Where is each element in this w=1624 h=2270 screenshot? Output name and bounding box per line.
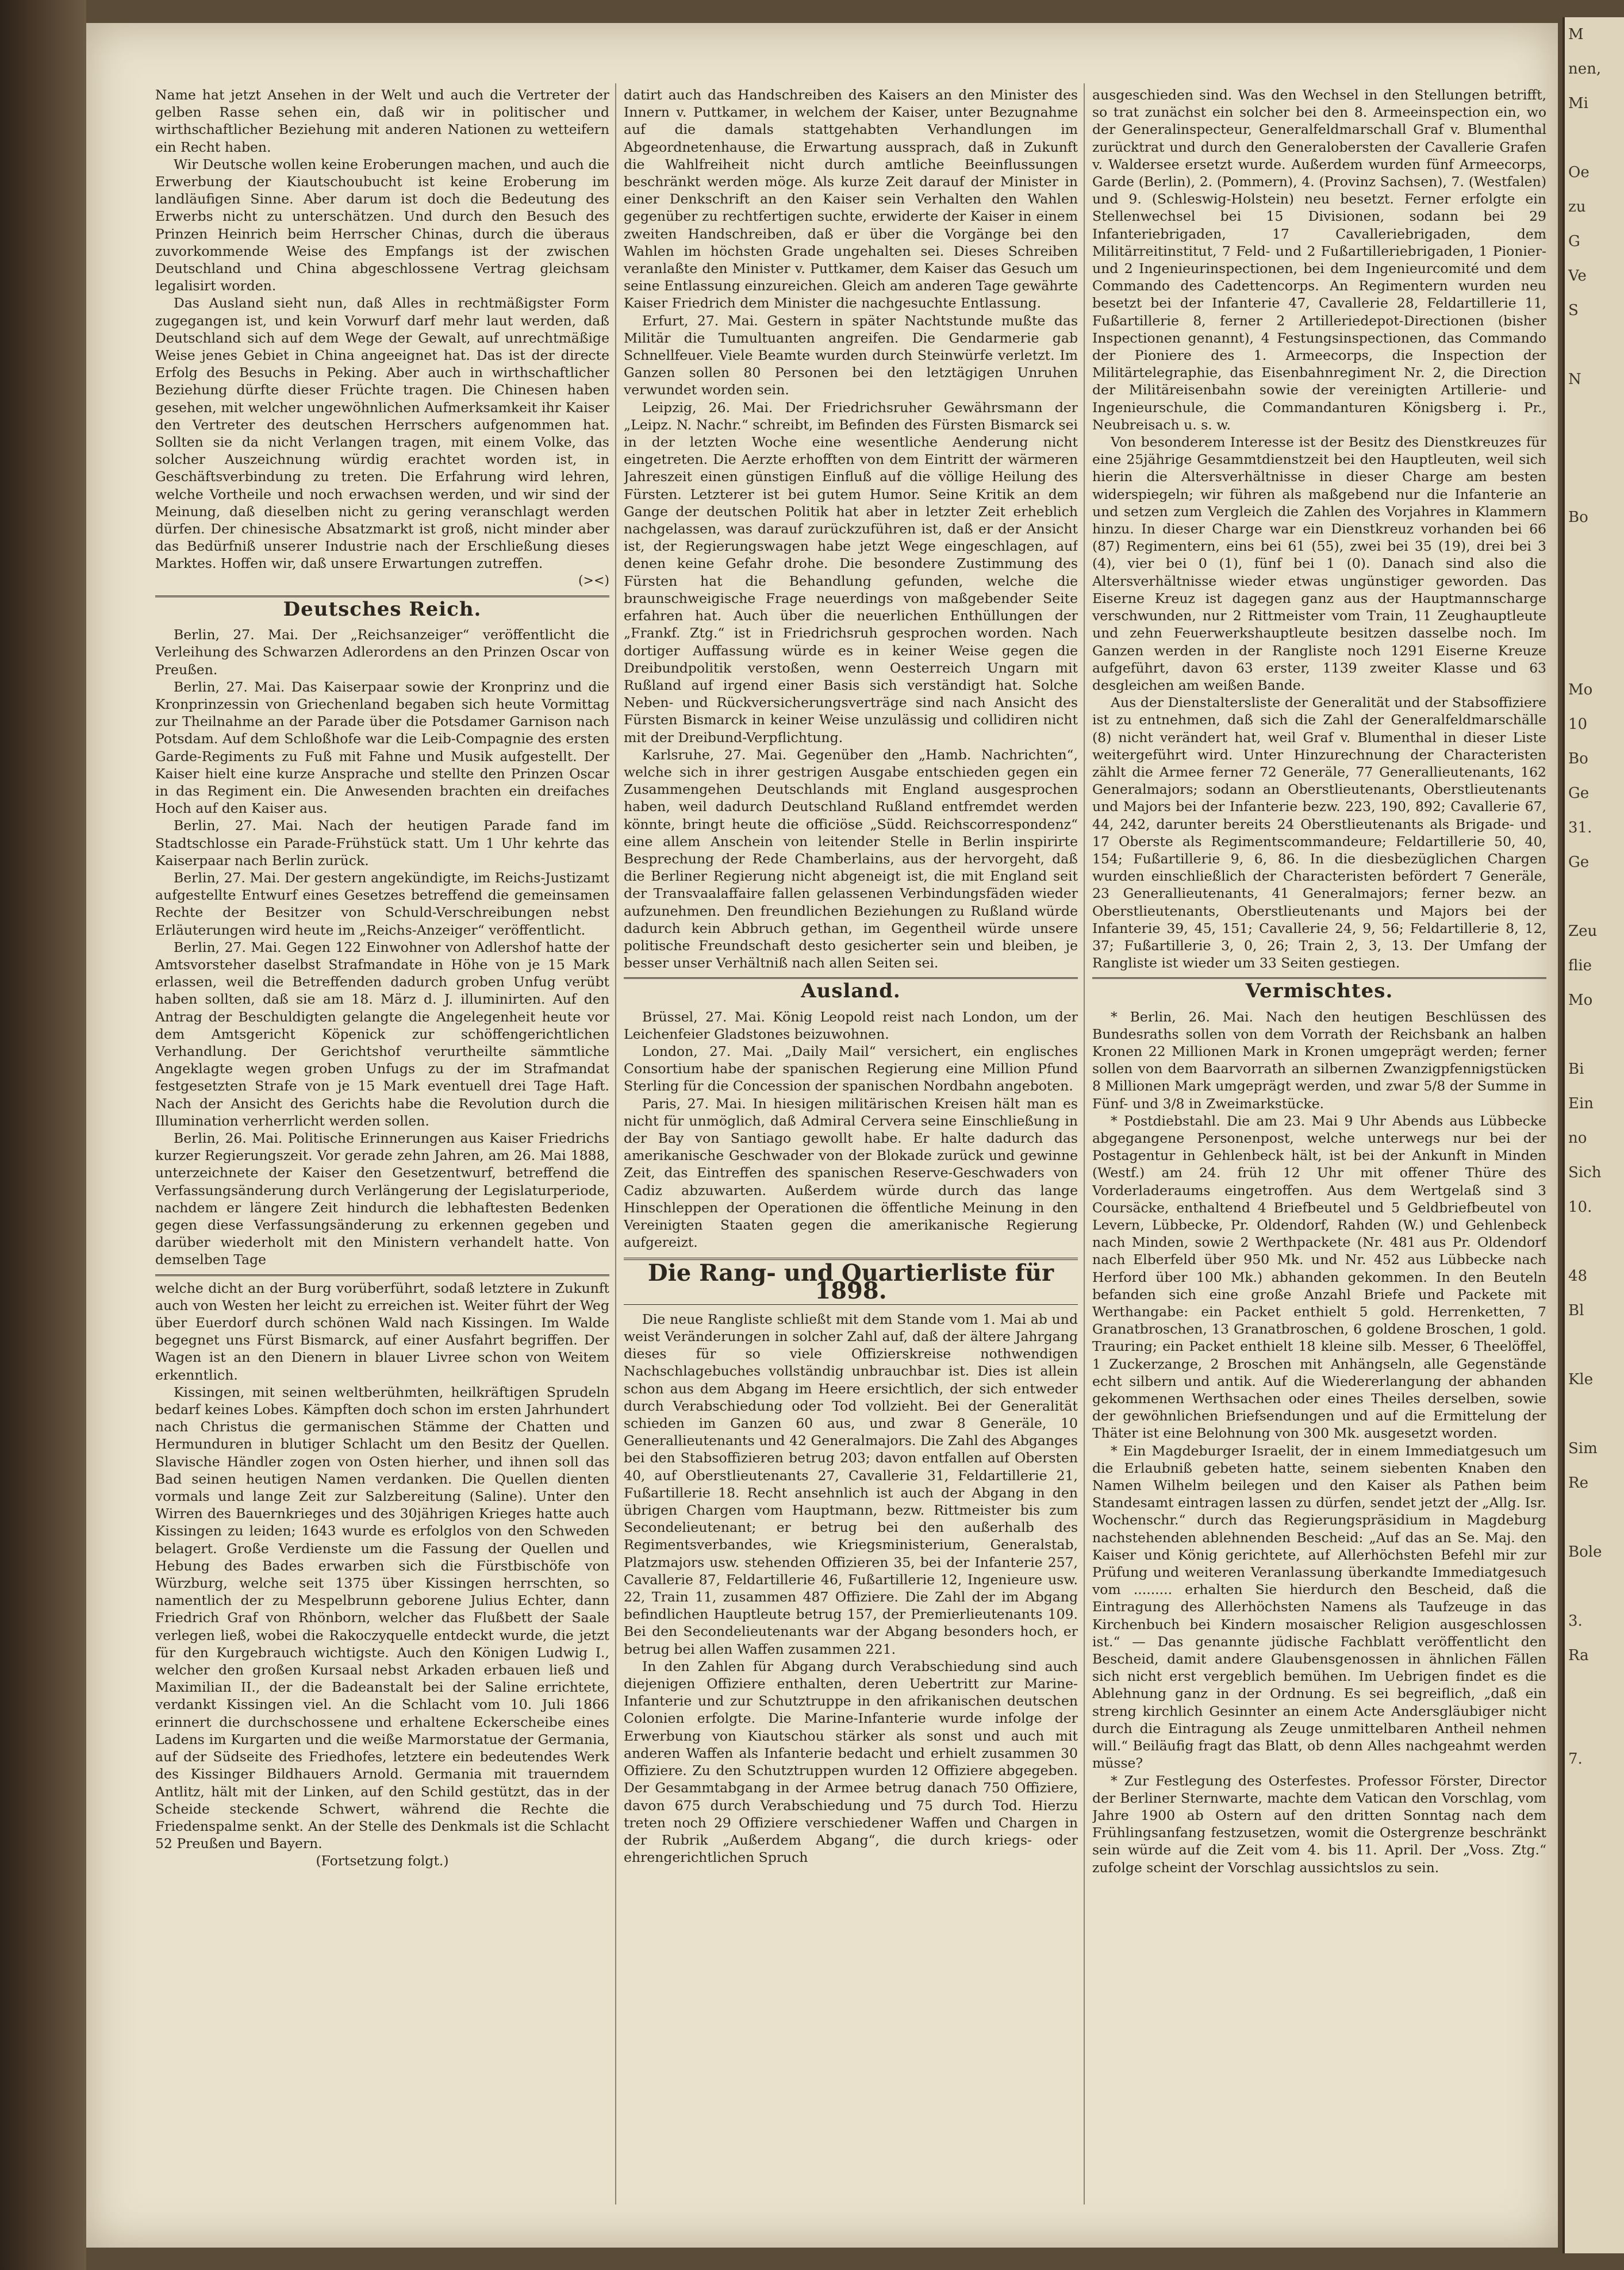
adjacent-page-fragment: Bi bbox=[1568, 1061, 1584, 1078]
adjacent-page-fragment: Ge bbox=[1568, 854, 1590, 871]
adjacent-page-fragment bbox=[1565, 1811, 1624, 1845]
article-title-rangliste: Die Rang- und Quartierliste für 1898. bbox=[624, 1258, 1078, 1304]
paragraph: In den Zahlen für Abgang durch Verabschiedung sind auch diejenigen Offiziere enthalten, deren Uebertritt zur Marine-Infanterie und zur Schutztruppe in den afrikanischen deutschen Colonien erfolgte. Die Marine-Infanterie wurde infolge der Erwerbung von Kiautschou stärker als sonst und auch mit anderen Waffen als Infanterie bedacht und erhielt zusammen 30 Offiziere. Zu den Schutztruppen wurden 12 Offiziere abgegeben. Der Gesammtabgang in der Armee betrug danach 750 Offiziere, davon 675 durch Verabschiedung und 75 durch Tod. Hierzu treten noch 29 Offiziere verschiedener Waffen und Chargen in der Rubrik „Außerdem Abgang“, die durch kriegs- oder ehrengerichtlichen Spruch bbox=[624, 1658, 1078, 1866]
adjacent-page-edge bbox=[1562, 17, 1624, 2253]
adjacent-page-fragment: 10 bbox=[1568, 716, 1588, 733]
adjacent-page-fragment bbox=[1565, 1880, 1624, 1914]
adjacent-page-fragment: Mo bbox=[1568, 681, 1593, 698]
adjacent-page-fragment: M bbox=[1568, 26, 1584, 43]
news-item: Karlsruhe, 27. Mai. Gegenüber den „Hamb. Nachrichten“, welche sich in ihrer gestrigen Ausgabe entschieden gegen ein Zusammengehen Deutschlands mit England ausgesprochen haben, weil dadurch Deutschland Rußland entfremdet werden könnte, bringt heute die officiöse „Südd. Reichscorrespondenz“ eine allem Anschein von leitender Stelle in Berlin inspirirte Besprechung der Rede Chamberlains, aus der hervorgeht, daß die Berliner Regierung nicht abgeneigt ist, die mit England seit der Transvaalaffaire fallen gelassenen Verbindungsfäden wieder aufzunehmen. Den freundlichen Beziehungen zu Rußland würde dadurch kein Abbruch gethan, im Gegentheil würde unsere politische Freundschaft desto gesicherter sein und bleiben, je besser unser Verhältniß nach allen Seiten sei. bbox=[624, 746, 1078, 971]
news-item: Berlin, 27. Mai. Gegen 122 Einwohner von Adlershof hatte der Amtsvorsteher daselbst Strafmandate in Höhe von je 15 Mark erlassen, weil die Betreffenden dadurch groben Unfug verübt haben sollten, daß sie am 18. März d. J. illuminirten. Auf den Antrag der Beschuldigten gelangte die Angelegenheit heute vor dem Amtsgericht Köpenick zur schöffengerichtlichen Verhandlung. Der Gerichtshof verurtheilte sämmtliche Angeklagte wegen groben Unfugs zu der im Strafmandat festgesetzten Strafe von je 15 Mark eventuell drei Tage Haft. Nach der Ansicht des Gerichts habe die Revolution durch die Illumination verherrlicht werden sollen. bbox=[155, 939, 609, 1129]
adjacent-page-fragment: Sim bbox=[1568, 1440, 1598, 1457]
continuation-note: (Fortsetzung folgt.) bbox=[316, 1853, 449, 1869]
section-heading-ausland: Ausland. bbox=[624, 977, 1078, 1003]
adjacent-page-fragment bbox=[1565, 328, 1624, 362]
adjacent-page-fragment: N bbox=[1568, 371, 1581, 388]
adjacent-page-fragment: Kle bbox=[1568, 1371, 1594, 1388]
column-rule bbox=[615, 83, 616, 2204]
adjacent-page-fragment: 10. bbox=[1568, 1199, 1592, 1216]
adjacent-page-fragment: Bl bbox=[1568, 1302, 1584, 1319]
adjacent-page-fragment: 3. bbox=[1568, 1612, 1583, 1630]
paragraph: Das Ausland sieht nun, daß Alles in rechtmäßigster Form zugegangen ist, und kein Vorwurf darf mehr laut werden, daß Deutschland sich auf dem Wege der Gewalt, auf unrechtmäßige Weise jenes Gebiet in China angeeignet hat. Das ist der directe Erfolg des Besuchs in Peking. Aber auch in wirthschaftlicher Beziehung dürfte dieser Früchte tragen. Die Chinesen haben gesehen, mit welcher ungewöhnlichen Aufmerksamkeit ihr Kaiser den Vertreter des deutschen Herrschers aufgenommen hat. Sollten sie da nicht Verlangen tragen, mit einem Volke, das solcher Auszeichnung würdig erachtet worden ist, in Geschäftsverbindung zu treten. Die Erfahrung wird lehren, welche Vortheile und noch erwachsen werden, und wir sind der Meinung, daß dieselben nicht zu gering veranschlagt werden dürfen. Der chinesische Absatzmarkt ist groß, nicht minder aber das Bedürfniß unserer Industrie nach der Erschließung dieses Marktes. Hoffen wir, daß unsere Erwartungen zutreffen. bbox=[155, 295, 609, 572]
column-2 bbox=[624, 86, 1078, 2202]
adjacent-page-fragment: 48 bbox=[1568, 1267, 1588, 1285]
adjacent-page-fragment bbox=[1565, 638, 1624, 673]
book-spine bbox=[0, 0, 86, 2270]
paragraph: Aus der Dienstaltersliste der Generalität und der Stabsoffiziere ist zu entnehmen, daß sich die Zahl der Generalfeldmarschälle (8) nicht verändert hat, weil Graf v. Blumenthal in dieser Liste weitergeführt wird. Unter Hinzurechnung der Characteristen zählt die Armee ferner 72 Generäle, 77 Generallieutenants, 162 Generalmajors; sodann an Oberstlieutenants, Oberstlieutenants und Majors bei der Infanterie bezw. 223, 190, 892; Cavallerie 67, 44, 242, darunter bereits 24 Oberstlieutenants als Brigade- und 17 Oberste als Regimentscommandeure; Feldartillerie 50, 40, 154; Fußartillerie 9, 6, 86. In die diesbezüglichen Chargen wurden einschließlich der Characteristen befördert 7 Generäle, 23 Generallieutenants, 41 Generalmajors; ferner bezw. an Oberstlieutenants, Oberstlieutenants und Majors bei der Infanterie 39, 45, 151; Cavallerie 24, 9, 56; Feldartillerie 8, 12, 37; Fußartillerie 3, 0, 26; Train 2, 3, 13. Der Umfang der Rangliste ist wieder um 33 Seiten gestiegen. bbox=[1092, 694, 1546, 971]
adjacent-page-fragment: S bbox=[1568, 302, 1579, 319]
adjacent-page-fragment: Zeu bbox=[1568, 923, 1598, 940]
adjacent-page-fragment: Mi bbox=[1568, 95, 1588, 112]
news-item: Erfurt, 27. Mai. Gestern in später Nachtstunde mußte das Militär die Tumultuanten angreifen. Die Gendarmerie gab Schnellfeuer. Viele Beamte wurden durch Steinwürfe verletzt. Im Ganzen sollen 80 Personen bei den letztägigen Unruhen verwundet worden sein. bbox=[624, 312, 1078, 398]
adjacent-page-fragment bbox=[1565, 1224, 1624, 1259]
adjacent-page-fragment: flie bbox=[1568, 957, 1592, 974]
news-item: * Zur Festlegung des Osterfestes. Professor Förster, Director der Berliner Sternwarte, machte dem Vatican den Vorschlag, vom Jahre 1900 ab Ostern auf den dritten Sonntag nach dem Frühlingsanfang festzusetzen, womit die Ostergrenze beschränkt sein würde auf die Zeit vom 4. bis 11. April. Der „Voss. Ztg.“ zufolge scheint der Vorschlag aussichtslos zu sein. bbox=[1092, 1772, 1546, 1876]
adjacent-page-fragment: Ve bbox=[1568, 267, 1587, 285]
adjacent-page-fragment: Ra bbox=[1568, 1647, 1589, 1664]
newspaper-page bbox=[86, 23, 1558, 2248]
adjacent-page-fragment: Bole bbox=[1568, 1543, 1602, 1561]
adjacent-page-fragment bbox=[1565, 397, 1624, 431]
adjacent-page-fragment bbox=[1565, 1845, 1624, 1880]
feuilleton-divider bbox=[155, 1274, 609, 1276]
news-item: Berlin, 27. Mai. Das Kaiserpaar sowie der Kronprinz und die Kronprinzessin von Griechenland begaben sich heute Vormittag zur Theilnahme an der Parade über die Potsdamer Garnison nach Potsdam. Auf dem Schloßhofe war die Leib-Compagnie des ersten Garde-Regiments zu Fuß mit Fahne und Musik aufgestellt. Der Kaiser hielt eine kurze Ansprache und stellte den Prinzen Oscar in das Regiment ein. Die Anwesenden brachten ein dreifaches Hoch auf den Kaiser aus. bbox=[155, 678, 609, 817]
adjacent-page-fragment: 7. bbox=[1568, 1750, 1583, 1768]
news-item: Brüssel, 27. Mai. König Leopold reist nach London, um der Leichenfeier Gladstones beizuwohnen. bbox=[624, 1008, 1078, 1042]
adjacent-page-fragment bbox=[1565, 1328, 1624, 1362]
news-item: Berlin, 27. Mai. Nach der heutigen Parade fand im Stadtschlosse ein Parade-Frühstück statt. Um 1 Uhr kehrte das Kaiserpaar nach Berlin zurück. bbox=[155, 817, 609, 869]
adjacent-page-fragment: Ein bbox=[1568, 1095, 1594, 1112]
adjacent-page-fragment: zu bbox=[1568, 198, 1586, 216]
news-item: Berlin, 27. Mai. Der gestern angekündigte, im Reichs-Justizamt aufgestellte Entwurf eines Gesetzes betreffend die gemeinsamen Rechte der Besitzer von Schuld-Verschreibungen nebst Erläuterungen wird heute im „Reichs-Anzeiger“ veröffentlicht. bbox=[155, 869, 609, 938]
adjacent-page-fragment bbox=[1565, 604, 1624, 638]
adjacent-page-fragment bbox=[1565, 1569, 1624, 1604]
paragraph: datirt auch das Handschreiben des Kaisers an den Minister des Innern v. Puttkamer, in welchem der Kaiser, unter Bezugnahme auf die damals stattgehabten Verhandlungen im Abgeordnetenhause, die Erwartung aussprach, daß in Zukunft die Wahlfreiheit nicht durch amtliche Beeinflussungen beschränkt werden möge. Als kurze Zeit darauf der Minister in einer Denkschrift an den Kaiser sein Verhalten den Wahlen gegenüber zu rechtfertigen suchte, erwiderte der Kaiser in einem zweiten Handschreiben, daß er über die Vorgänge bei den Wahlen im höchsten Grade ungehalten sei. Dieses Schreiben veranlaßte den Minister v. Puttkamer, dem Kaiser das Gesuch um seine Entlassung einzureichen. Gleich am anderen Tage gewährte Kaiser Friedrich dem Minister die nachgesuchte Entlassung. bbox=[624, 87, 1078, 312]
column-rule bbox=[1084, 83, 1085, 2204]
section-heading-vermischtes: Vermischtes. bbox=[1092, 977, 1546, 1003]
adjacent-page-fragment bbox=[1565, 1707, 1624, 1742]
adjacent-page-fragment: 31. bbox=[1568, 819, 1592, 836]
adjacent-page-fragment: Bo bbox=[1568, 509, 1588, 526]
adjacent-page-fragment: no bbox=[1568, 1130, 1587, 1147]
adjacent-page-fragment bbox=[1565, 569, 1624, 604]
adjacent-page-fragment: Oe bbox=[1568, 164, 1590, 181]
adjacent-page-fragment bbox=[1565, 1673, 1624, 1707]
adjacent-page-fragment: Mo bbox=[1568, 992, 1593, 1009]
adjacent-page-fragment: Ge bbox=[1568, 785, 1590, 802]
adjacent-page-fragment: Sich bbox=[1568, 1164, 1602, 1181]
paragraph: Name hat jetzt Ansehen in der Welt und auch die Vertreter der gelben Rasse sehen ein, daß wir in politischer und wirthschaftlicher Beziehung mit anderen Nationen zu wetteifern ein Recht haben. bbox=[155, 87, 609, 155]
adjacent-page-fragment bbox=[1565, 535, 1624, 569]
paragraph: Wir Deutsche wollen keine Eroberungen machen, und auch die Erwerbung der Kiautschoubucht ist keine Eroberung im landläufigen Sinne. Aber darum ist doch die Bedeutung des Erwerbs nicht zu unterschätzen. Und durch den Besuch des Prinzen Heinrich beim Herrscher Chinas, durch die überaus zuvorkommende Weise des Empfangs ist der zwischen Deutschland und China abgeschlossene Vertrag gleichsam legalisirt worden. bbox=[155, 156, 609, 294]
paragraph: ausgeschieden sind. Was den Wechsel in den Stellungen betrifft, so trat zunächst ein solcher bei den 8. Armeeinspection ein, wo der Generalinspecteur, Generalfeldmarschall Graf v. Blumenthal zurücktrat und durch den Generalobersten der Cavallerie Grafen v. Waldersee ersetzt wurde. Außerdem wurden fünf Armeecorps, Garde (Berlin), 2. (Pommern), 4. (Provinz Sachsen), 7. (Westfalen) und 9. (Schleswig-Holstein) neu besetzt. Ferner erfolgte ein Stellenwechsel bei 15 Divisionen, sodann bei 29 Infanteriebrigaden, 17 Cavalleriebrigaden, dem Militärreitinstitut, 7 Feld- und 2 Fußartilleriebrigaden, 1 Pionier- und 2 Ingenieurinspectionen, bei dem Ingenieurcomité und dem Commando des Cadettencorps. An Regimentern wurden neu besetzt bei der Infanterie 47, Cavallerie 28, Feldartillerie 11, Fußartillerie 8, ferner 2 Artilleriedepot-Directionen (bisher Inspectionen genannt), 4 Festungsinspectionen, das Commando der Pioniere des 1. Armeecorps, die Inspection der Militärtelegraphie, das Eisenbahnregiment Nr. 2, die Direction der Militäreisenbahn sowie der vereinigten Artillerie- und Ingenieurschule, die Commandanturen Königsberg i. Pr., Neubreisach u. s. w. bbox=[1092, 87, 1546, 433]
adjacent-page-fragment: Bo bbox=[1568, 750, 1588, 767]
feuilleton-paragraph: welche dicht an der Burg vorüberführt, sodaß letztere in Zukunft auch von Westen her leicht zu erreichen ist. Weiter führt der Weg über Euerdorf durch schönen Wald nach Kissingen. Im Walde begegnet uns Fürst Bismarck, auf einer Ausfahrt begriffen. Der Wagen ist an den Dienern in blauer Livree schon von Weitem erkenntlich. bbox=[155, 1280, 609, 1383]
news-item: * Ein Magdeburger Israelit, der in einem Immediatgesuch um die Erlaubniß gebeten hatte, seinem siebenten Knaben den Namen Wilhelm beilegen und den Kaiser als Pathen beim Standesamt eintragen lassen zu dürfen, sendet jetzt der „Allg. Isr. Wochenschr.“ durch das Regierungspräsidium in Magdeburg nachstehenden ablehnenden Bescheid: „Auf das an Se. Maj. den Kaiser und König gerichtete, auf Allerhöchsten Befehl mir zur Prüfung und weiteren Veranlassung überkandte Immediatgesuch vom ......... erhalten Sie hierdurch den Bescheid, daß die Eintragung des Allerhöchsten Namens als Taufzeuge in das Kirchenbuch bei Kindern mosaischer Religion ausgeschlossen ist.“ — Das genannte jüdische Fachblatt veröffentlicht den Bescheid, damit andere Glaubensgenossen in ähnlichen Fällen sich nicht erst vergeblich bemühen. Im Uebrigen findet es die Ablehnung ganz in der Ordnung. Es sei begreiflich, „daß ein streng kirchlich Gesinnter an einem Acte Andersgläubiger nicht durch die Eintragung als Zeuge unmittelbaren Antheil nehmen will.“ Beiläufig fragt das Blatt, ob denn Alles nachgeahmt werden müsse? bbox=[1092, 1442, 1546, 1772]
paragraph: Von besonderem Interesse ist der Besitz des Dienstkreuzes für eine 25jährige Gesammtdienstzeit bei den Hauptleuten, weil sich hierin die Altersverhältnisse in dieser Charge am besten widerspiegeln; wir führen als maßgebend nur die Infanterie an und setzen zum Vergleich die Zahlen des Vorjahres in Klammern hinzu. In dieser Charge war ein Dienstkreuz vorhanden bei 66 (87) Regimentern, eins bei 61 (55), zwei bei 35 (19), drei bei 3 (4), vier bei 0 (1), fünf bei 1 (0). Danach sind also die Altersverhältnisse wieder etwas ungünstiger geworden. Das Eiserne Kreuz ist dagegen ganz aus der Hauptmannscharge verschwunden, nur 2 Rittmeister vom Train, 11 Zeughauptleute und zehn Feuerwerkshauptleute besitzen dasselbe noch. Im Ganzen werden in der Rangliste noch 1291 Eiserne Kreuze aufgeführt, davon 63 erster, 1139 zweiter Klasse und 63 desgleichen am weißen Bande. bbox=[1092, 434, 1546, 693]
adjacent-page-fragment bbox=[1565, 879, 1624, 914]
adjacent-page-fragment: Re bbox=[1568, 1474, 1588, 1492]
news-item: Leipzig, 26. Mai. Der Friedrichsruher Gewährsmann der „Leipz. N. Nachr.“ schreibt, im Befinden des Fürsten Bismarck sei in der letzten Woche eine wesentliche Aenderung nicht eingetreten. Die Aerzte erhofften von dem Eintritt der wärmeren Jahreszeit einen günstigen Einfluß auf die völlige Heilung des Fürsten. Letzterer ist bei gutem Humor. Seine Kritik an dem Gange der deutschen Politik hat aber in letzter Zeit erheblich nachgelassen, was darauf zurückzuführen ist, daß er der Ansicht ist, der Regierungswagen habe jetzt Wege eingeschlagen, auf denen keine Gefahr drohe. Die besondere Zustimmung des Fürsten hat die Behandlung gefunden, welche die braunschweigische Frage neuerdings von maßgebender Seite erfahren hat. Auch über die neuerlichen Enthüllungen der „Frankf. Ztg.“ ist in Friedrichsruh gesprochen worden. Nach dortiger Auffassung würde es in keiner Weise gegen die Dreibundpolitik verstoßen, wenn Oesterreich Ungarn mit Rußland auf irgend einer Basis sich verständigt hat. Solche Neben- und Rückversicherungsverträge sind nach Ansicht des Fürsten Bismarck in keiner Weise unzulässig und collidiren nicht mit der Dreibund-Verpflichtung. bbox=[624, 399, 1078, 746]
adjacent-page-fragment bbox=[1565, 466, 1624, 500]
column-3 bbox=[1092, 86, 1546, 2202]
adjacent-page-fragment bbox=[1565, 1776, 1624, 1811]
adjacent-page-fragment bbox=[1565, 1500, 1624, 1535]
adjacent-page-fragment bbox=[1565, 121, 1624, 155]
adjacent-page-fragment bbox=[1565, 431, 1624, 466]
column-1 bbox=[155, 86, 609, 2202]
adjacent-page-fragment: G bbox=[1568, 233, 1580, 250]
news-item: Paris, 27. Mai. In hiesigen militärischen Kreisen hält man es nicht für unmöglich, daß Admiral Cervera seine Einschließung in der Bay von Santiago gewollt habe. Er halte dadurch das amerikanische Geschwader von der Blokade zurück und gewinne Zeit, das Eintreffen des spanischen Reserve-Geschwaders von Cadiz abzuwarten. Außerdem würde durch das lange Hinschleppen der Operationen die öffentliche Meinung in den Vereinigten Staaten gegen die amerikanische Regierung aufgereizt. bbox=[624, 1095, 1078, 1251]
end-mark: (><) bbox=[578, 573, 609, 588]
adjacent-page-fragment bbox=[1565, 1017, 1624, 1052]
feuilleton-paragraph: Kissingen, mit seinen weltberühmten, heilkräftigen Sprudeln bedarf keines Lobes. Kämpften doch schon im ersten Jahrhundert nach Christus die germanischen Stämme der Chatten und Hermunduren in blutiger Schlacht um den Besitz der Quellen. Slavische Händler zogen von Osten hierher, und ihnen soll das Bad seinen heutigen Namen verdanken. Die Quellen dienten vormals und lange Zeit zur Salzbereitung (Saline). Unter den Wirren des Bauernkrieges und des 30jährigen Krieges hatte auch Kissingen zu leiden; 1643 wurde es erfolglos von den Schweden belagert. Große Verdienste um die Fassung der Quellen und Hebung des Bades erwarben sich die Fürstbischöfe von Würzburg, welche seit 1375 über Kissingen herrschten, so namentlich der zu Mespelbrunn geborene Julius Echter, dann Friedrich Graf von Rhönborn, welcher das Flußbett der Saale verlegen ließ, wobei die Rakoczyquelle entdeckt wurde, die jetzt für den Kurgebrauch wichtigste. Auch den Königen Ludwig I., welcher den großen Kursaal nebst Arkaden erbauen ließ und Maximilian II., der die Badeanstalt bei der Saline errichtete, verdankt Kissingen viel. An die Schlacht vom 10. Juli 1866 erinnert die durchschossene und erhaltene Eckerscheibe eines Ladens im Kurgarten und die weiße Marmorstatue der Germania, auf der Südseite des Friedhofes, letztere ein bedeutendes Werk des Kissinger Bildhauers Arnold. Germania mit trauerndem Antlitz, hält mit der Linken, auf den Schild gestützt, das in der Scheide steckende Schwert, während die Rechte die Friedenspalme senkt. An der Stelle des Denkmals ist die Schlacht 52 Preußen und Bayern. bbox=[155, 1384, 609, 1852]
news-item: * Postdiebstahl. Die am 23. Mai 9 Uhr Abends aus Lübbecke abgegangene Personenpost, welche unterwegs nur bei der Postagentur in Gehlenbeck hält, ist bei der Ankunft in Minden (Westf.) am 24. früh 12 Uhr mit offener Thüre des Vorderladeraums eingetroffen. Aus dem Wertgelaß sind 3 Coursäcke, enthaltend 4 Briefbeutel und 5 Geldbriefbeutel von Levern, Lübbecke, Pr. Oldendorf, Rahden (W.) und Gehlenbeck nach Minden, sowie 2 Werthpackete (Nr. 481 aus Pr. Oldendorf nach Elberfeld über 950 Mk. und Nr. 452 aus Lübbecke nach Herford über 100 Mk.) abhanden gekommen. In den Beuteln befanden sich eine große Anzahl Briefe und Packete mit Werthangabe: ein Packet enthielt 5 gold. Herrenketten, 7 Granatbroschen, 13 Granatbroschen, 6 goldene Broschen, 1 gold. Trauring; ein Packet enthielt 18 kleine silb. Messer, 6 Theelöffel, 1 Zuckerzange, 2 Broschen mit Anhängseln, alle Gegenstände echt silbern und antik. Auf die Wiedererlangung der abhanden gekommenen Werthsachen oder eines Theiles derselben, sowie der gewöhnlichen Briefsendungen und auf die Ermittelung der Thäter ist eine Belohnung von 300 Mk. ausgesetzt worden. bbox=[1092, 1112, 1546, 1442]
adjacent-page-fragment bbox=[1565, 1914, 1624, 1949]
news-item: Berlin, 27. Mai. Der „Reichsanzeiger“ veröffentlicht die Verleihung des Schwarzen Adlerordens an den Prinzen Oscar von Preußen. bbox=[155, 627, 609, 678]
section-heading-deutsches-reich: Deutsches Reich. bbox=[155, 596, 609, 621]
adjacent-page-fragment: nen, bbox=[1568, 60, 1602, 78]
paragraph: Die neue Rangliste schließt mit dem Stande vom 1. Mai ab und weist Veränderungen in solcher Zahl auf, daß der ältere Jahrgang dieses für so viele Offizierskreise nothwendigen Nachschlagebuches vollständig unbrauchbar ist. Dies ist allein schon aus dem Abgang im Heere ersichtlich, der sich entweder durch Verabschiedung oder Tod vollzieht. Bei der Generalität schieden im Ganzen 60 aus, und zwar 8 Generäle, 10 Generallieutenants und 42 Generalmajors. Die Zahl des Abganges bei den Stabsoffizieren betrug 203; davon entfallen auf Obersten 40, auf Oberstlieutenants 27, Cavallerie 31, Feldartillerie 21, Fußartillerie 18. Recht ansehnlich ist auch der Abgang in den übrigen Chargen vom Hauptmann, bezw. Rittmeister bis zum Secondelieutenant; er betrug bei den außerhalb des Regimentsverbandes, wie Kriegsministerium, Generalstab, Platzmajors usw. stehenden Offizieren 35, bei der Infanterie 257, Cavallerie 87, Feldartillerie 46, Fußartillerie 12, Ingenieure usw. 22, Train 11, zusammen 487 Offiziere. Die Zahl der im Abgang befindlichen Hauptleute betrug 157, der Premierlieutenants 109. Bei den Secondelieutenants war der Abgang besonders hoch, er betrug bei allen Waffen zusammen 221. bbox=[624, 1311, 1078, 1657]
news-item: London, 27. Mai. „Daily Mail“ versichert, ein englisches Consortium habe der spanischen Regierung eine Million Pfund Sterling für die Concession der spanischen Nordbahn angeboten. bbox=[624, 1043, 1078, 1094]
news-item: Berlin, 26. Mai. Politische Erinnerungen aus Kaiser Friedrichs kurzer Regierungszeit. Vor gerade zehn Jahren, am 26. Mai 1888, unterzeichnete der Kaiser den Gesetzentwurf, betreffend die Verfassungsänderung durch Verlängerung der Legislaturperiode, nachdem er längere Zeit hindurch die lebhaftesten Bedenken gegen diese Verfassungsänderung zu erkennen gegeben und darüber wiederholt mit den Ministern verhandelt hatte. Von demselben Tage bbox=[155, 1130, 609, 1268]
news-item: * Berlin, 26. Mai. Nach den heutigen Beschlüssen des Bundesraths sollen von dem Vorrath der Reichsbank an halben Kronen 22 Millionen Mark in Kronen umgeprägt werden; ferner sollen von dem Baarvorrath an silbernen Zwanzigpfennigstücken 8 Millionen Mark umgeprägt werden, und zwar 5/8 der Summe in Fünf- und 3/8 in Zweimarkstücke. bbox=[1092, 1008, 1546, 1112]
adjacent-page-fragment bbox=[1565, 1397, 1624, 1431]
